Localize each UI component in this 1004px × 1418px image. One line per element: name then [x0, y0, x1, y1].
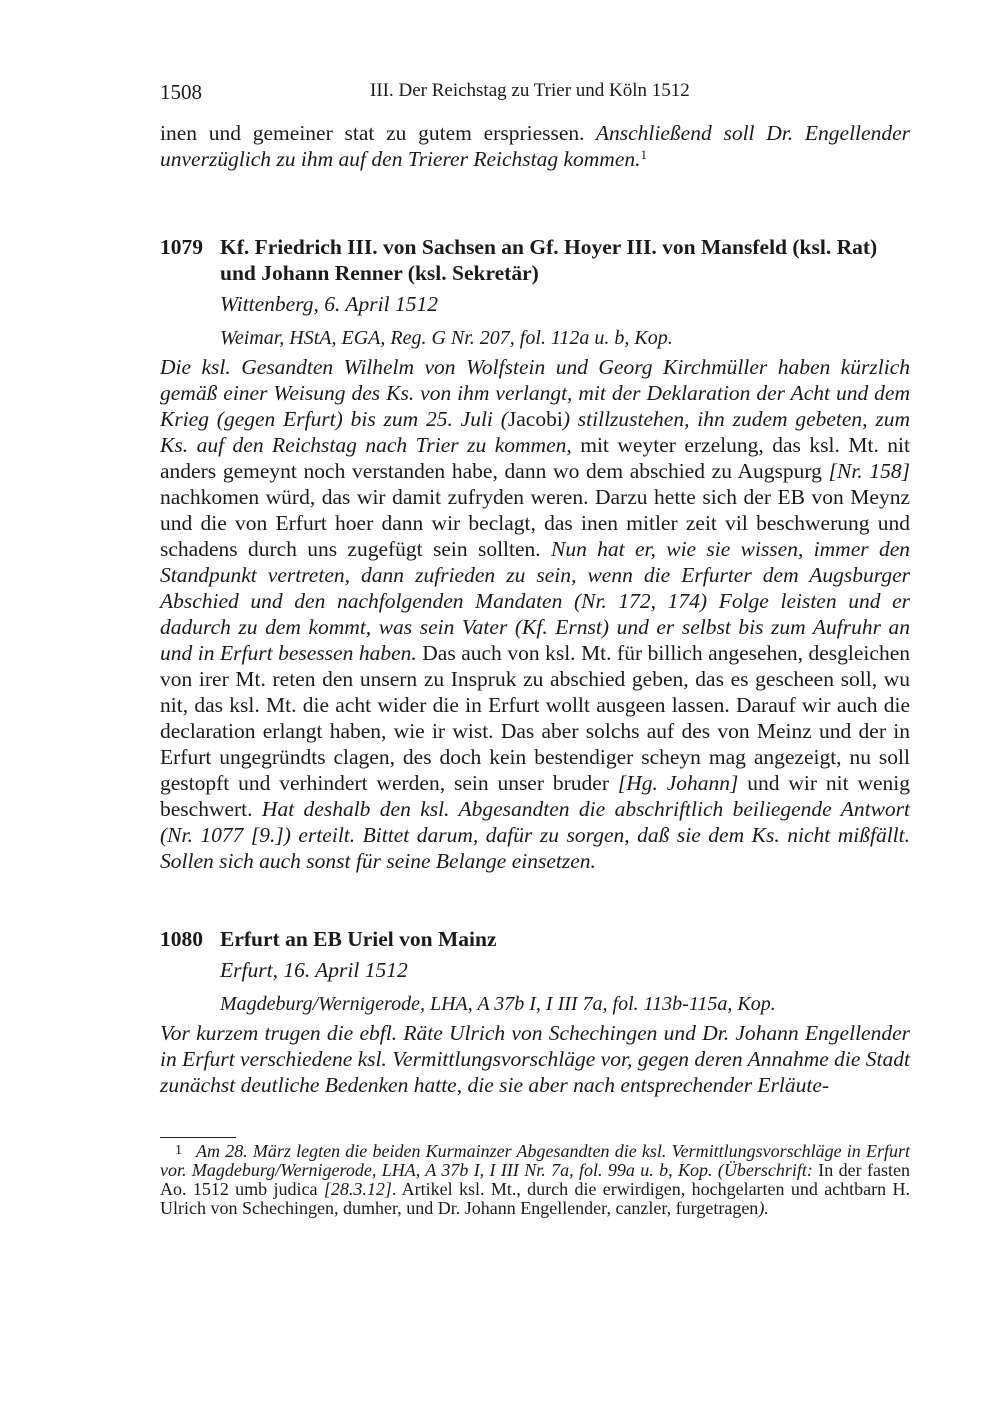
summary-text: Die ksl. Gesandten Wilhelm von Wolfstein und Georg Kirchmüller haben kürzlich gemäß einer Weisung des Ks. von ihm verlangt, mit der Deklaration der Acht und dem Krieg (gegen Erfurt) bis zum 25. Juli (: [160, 355, 910, 431]
summary-text: Nun hat er, wie sie wissen, immer den Standpunkt vertreten, dann zufrieden zu sein, wenn die Erfurter dem Augsburger Abschied und den nachfolgenden Mandaten (Nr. 172, 174) Folge leisten und er dadurch zu dem kommt, was sein Vater (Kf. Ernst) und er selbst bis zum Aufruhr an und in Erfurt besessen haben.: [160, 537, 910, 665]
editorial-reference: [Nr. 158]: [828, 459, 910, 483]
main-text: [160, 120, 910, 1098]
entry-title: Kf. Friedrich III. von Sachsen an Gf. Hoyer III. von Mansfeld (ksl. Rat) und Johann Renner (ksl. Sekretär): [220, 235, 878, 285]
entry-number: 1079: [160, 235, 203, 259]
quoted-text: nachkomen würd, das wir damit zufryden weren. Darzu hette sich der EB von Meynz und die von Erfurt hoer dann wir beclagt, das inen mitler zeit vil beschwerung und schadens durch uns zugefügt sein sollten.: [160, 485, 910, 561]
entry-place-date: Wittenberg, 6. April 1512: [220, 292, 438, 316]
entry-title: Erfurt an EB Uriel von Mainz: [220, 927, 497, 951]
page-number: 1508: [160, 80, 202, 104]
editorial-reference: [Hg. Johann]: [617, 771, 739, 795]
footnote-number: 1: [175, 1143, 182, 1158]
intro-paragraph: [160, 120, 910, 172]
entry-source: Weimar, HStA, EGA, Reg. G Nr. 207, fol. 112a u. b, Kop.: [220, 327, 673, 349]
footnote-quote: In der fasten Ao. 1512 umb judica: [160, 1160, 910, 1199]
footnote-ref: 1: [640, 147, 647, 162]
page-header: [160, 80, 910, 110]
intro-summary: Anschließend soll Dr. Engellender unverzüglich zu ihm auf den Trierer Reichstag kommen.: [160, 121, 910, 171]
entry-number: 1080: [160, 927, 203, 951]
entry-1080-heading: [160, 926, 910, 952]
summary-text: Hat deshalb den ksl. Abgesandten die abschriftlich beiliegende Antwort (Nr. 1077 [9.]) erteilt. Bittet darum, dafür zu sorgen, daß sie dem Ks. nicht mißfällt. Sollen sich auch sonst für seine Belange einsetzen.: [160, 797, 910, 873]
footnote-date-ref: [28.3.12]: [323, 1179, 392, 1199]
quoted-text: mit weyter erzelung, das ksl. Mt. nit anders gemeynt noch verstanden habe, dann wo dem abschied zu Augspurg: [160, 433, 911, 483]
entry-1079-text: [160, 354, 910, 874]
entry-1079-heading: [160, 234, 910, 286]
quoted-text: und wir nit wenig beschwert.: [160, 771, 910, 821]
footnote-text: Am 28. März legten die beiden Kurmainzer Abgesandten die ksl. Vermittlungsvorschläge in Erfurt vor. Magdeburg/Wernigerode, LHA, A 37b I, I III Nr. 7a, fol. 99a u. b, Kop. (Überschrift:: [160, 1141, 910, 1180]
footnote: [160, 1141, 910, 1218]
footnote-quote: . Artikel ksl. Mt., durch die erwirdigen, hochgelarten und achtbarn H. Ulrich von Schechingen, dumher, und Dr. Johann Engellender, canzler, furgetragen: [160, 1179, 910, 1218]
entry-place-date: Erfurt, 16. April 1512: [220, 958, 408, 982]
quoted-text: Jacobi: [507, 407, 563, 431]
entry-1080-text: Vor kurzem trugen die ebfl. Räte Ulrich von Schechingen und Dr. Johann Engellender in Erfurt verschiedene ksl. Vermittlungsvorschläge vor, gegen deren Annahme die Stadt zunächst deutliche Bedenken hatte, die sie aber nach entsprechender Erläute-: [160, 1021, 910, 1097]
running-title: III. Der Reichstag zu Trier und Köln 1512: [370, 80, 690, 101]
entry-source: Magdeburg/Wernigerode, LHA, A 37b I, I III 7a, fol. 113b-115a, Kop.: [220, 993, 776, 1015]
footnote-divider: [160, 1137, 236, 1138]
summary-text: ) stillzustehen, ihn zudem gebeten, zum Ks. auf den Reichstag nach Trier zu kommen,: [160, 407, 911, 457]
quoted-text: Das auch von ksl. Mt. für billich angesehen, desgleichen von irer Mt. reten den unsern zu Inspruk zu abschied geben, das es gescheen soll, wu nit, das ksl. Mt. die acht wider die in Erfurt wollt ausgeen lassen. Darauf wir auch die declaration erlangt haben, wie ir wist. Das aber solchs auf des von Meinz und der in Erfurt ungegründts clagen, des doch kein bestendiger scheyn mag angezeigt, nu soll gestopft und verhindert werden, sein unser bruder: [160, 641, 910, 795]
footnote-end: ).: [758, 1198, 769, 1218]
intro-text: inen und gemeiner stat zu gutem erspriessen.: [160, 121, 585, 145]
